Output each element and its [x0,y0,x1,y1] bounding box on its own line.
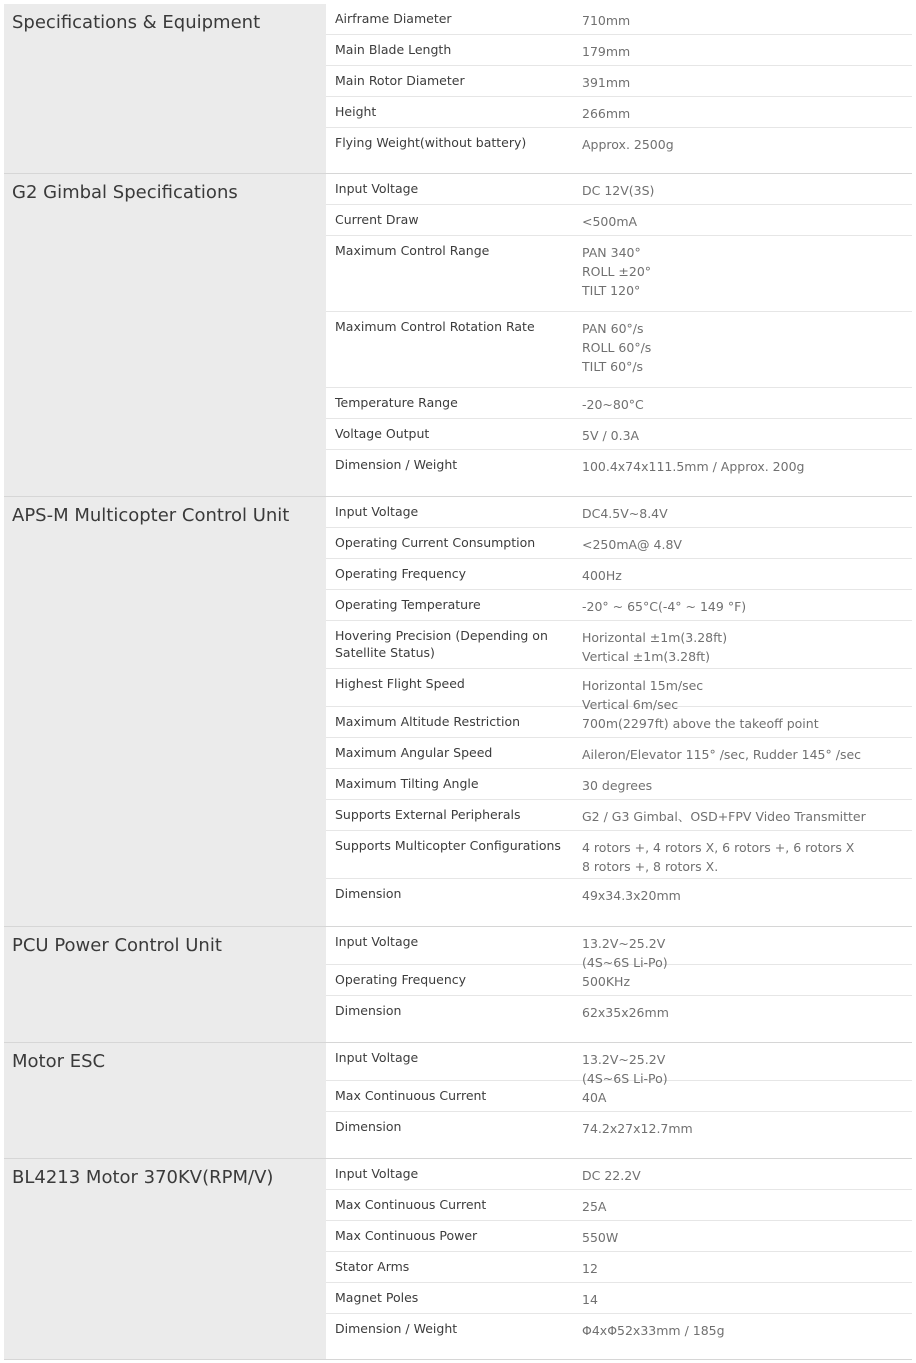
spec-label: Input Voltage [335,1050,419,1065]
spec-value [572,174,912,204]
value-line: 74.2x27x12.7mm [582,1121,693,1136]
value-line: 400Hz [582,568,622,583]
value-line: 25A [582,1199,607,1214]
spec-row [326,35,912,66]
spec-label: Height [335,104,377,119]
value-line: 500KHz [582,974,631,989]
spec-label: Maximum Control Rotation Rate [335,319,535,334]
value-line: DC 12V(3S) [582,183,655,198]
spec-row [326,1081,912,1112]
spec-value [572,965,912,995]
spec-value [572,800,912,830]
section-title: G2 Gimbal Specifications [12,182,238,203]
spec-value [572,97,912,127]
spec-label: Stator Arms [335,1259,410,1274]
spec-label: Operating Frequency [335,972,467,987]
spec-label: Highest Flight Speed [335,676,465,691]
spec-value [572,879,912,924]
spec-label: Airframe Diameter [335,11,452,26]
section-title-cell [4,174,326,496]
value-line: 700m(2297ft) above the takeoff point [582,716,819,731]
spec-row [326,312,912,388]
spec-value [572,927,912,970]
spec-value [572,831,912,878]
spec-row [326,97,912,128]
spec-rows [326,927,912,1042]
value-line: TILT 120° [582,283,641,298]
spec-row [326,1252,912,1283]
spec-row [326,1043,912,1086]
spec-label: Maximum Angular Speed [335,745,493,760]
section-title-cell [4,4,326,173]
spec-label: Dimension / Weight [335,457,458,472]
section-title-cell [4,1043,326,1158]
value-line: 266mm [582,106,631,121]
spec-row [326,590,912,621]
spec-label: Maximum Altitude Restriction [335,714,521,729]
spec-label: Input Voltage [335,934,419,949]
value-line: 13.2V~25.2V [582,936,666,951]
spec-value [572,4,912,34]
spec-label: Magnet Poles [335,1290,419,1305]
spec-label: Max Continuous Current [335,1197,487,1212]
spec-row [326,769,912,800]
section-title: PCU Power Control Unit [12,935,222,956]
spec-row [326,879,912,924]
spec-label: Input Voltage [335,504,419,519]
spec-label: Dimension [335,1003,402,1018]
value-line: 49x34.3x20mm [582,888,681,903]
spec-rows [326,4,912,173]
spec-rows [326,174,912,496]
spec-label: Voltage Output [335,426,430,441]
spec-label: Operating Current Consumption [335,535,536,550]
spec-label: Max Continuous Power [335,1228,478,1243]
spec-label: Supports Multicopter Configurations [335,838,561,853]
spec-value [572,236,912,311]
value-line: PAN 340° [582,245,641,260]
value-line: ROLL ±20° [582,264,652,279]
spec-section [4,927,912,1043]
spec-value [572,1081,912,1111]
spec-value [572,1252,912,1282]
value-line: -20° ~ 65°C(-4° ~ 149 °F) [582,599,747,614]
spec-rows [326,1159,912,1359]
spec-value [572,419,912,449]
spec-value [572,35,912,65]
value-line: 12 [582,1261,598,1276]
section-title: BL4213 Motor 370KV(RPM/V) [12,1167,274,1188]
spec-row [326,621,912,669]
value-line: 62x35x26mm [582,1005,669,1020]
spec-row [326,4,912,35]
spec-value [572,205,912,235]
spec-row [326,707,912,738]
spec-row [326,800,912,831]
spec-row [326,1221,912,1252]
spec-value [572,450,912,495]
spec-row [326,497,912,528]
spec-label: Supports External Peripherals [335,807,521,822]
value-line: Horizontal ±1m(3.28ft) [582,630,728,645]
value-line: 710mm [582,13,631,28]
spec-value [572,1112,912,1157]
spec-row [326,559,912,590]
spec-label: Hovering Precision (Depending on Satellite Status) [335,628,548,660]
spec-row [326,419,912,450]
value-line: G2 / G3 Gimbal、OSD+FPV Video Transmitter [582,809,866,824]
spec-label: Current Draw [335,212,419,227]
value-line: 5V / 0.3A [582,428,640,443]
spec-value [572,1283,912,1313]
spec-section [4,1159,912,1360]
value-line: 391mm [582,75,631,90]
section-title-cell [4,497,326,926]
spec-row [326,927,912,970]
spec-row [326,1283,912,1314]
spec-label: Dimension / Weight [335,1321,458,1336]
spec-section [4,174,912,497]
value-line: Vertical 6m/sec [582,697,679,712]
spec-value [572,1190,912,1220]
value-line: DC 22.2V [582,1168,641,1183]
spec-value [572,66,912,96]
spec-value [572,497,912,527]
spec-label: Operating Frequency [335,566,467,581]
spec-label: Dimension [335,1119,402,1134]
value-line: 550W [582,1230,619,1245]
value-line: TILT 60°/s [582,359,644,374]
section-title: Specifications & Equipment [12,12,261,33]
spec-rows [326,1043,912,1158]
spec-page [4,4,912,1360]
value-line: 179mm [582,44,631,59]
value-line: 8 rotors +, 8 rotors X. [582,859,719,874]
value-line: Horizontal 15m/sec [582,678,704,693]
spec-label: Temperature Range [335,395,458,410]
spec-value [572,388,912,418]
spec-row [326,996,912,1041]
spec-label: Maximum Tilting Angle [335,776,479,791]
value-line: Aileron/Elevator 115° /sec, Rudder 145° /sec [582,747,862,762]
spec-row [326,236,912,312]
spec-row [326,1112,912,1157]
spec-value [572,669,912,712]
spec-label: Input Voltage [335,1166,419,1181]
spec-value [572,559,912,589]
value-line: 30 degrees [582,778,653,793]
value-line: Φ4xΦ52x33mm / 185g [582,1323,725,1338]
spec-row [326,205,912,236]
spec-row [326,128,912,173]
spec-value [572,128,912,173]
spec-row [326,738,912,769]
value-line: (4S~6S Li-Po) [582,955,668,970]
value-line: 13.2V~25.2V [582,1052,666,1067]
spec-value [572,1221,912,1251]
spec-value [572,312,912,387]
spec-label: Input Voltage [335,181,419,196]
spec-value [572,996,912,1041]
spec-row [326,66,912,97]
spec-label: Maximum Control Range [335,243,490,258]
spec-value [572,528,912,558]
spec-row [326,1159,912,1190]
spec-row [326,450,912,495]
section-title: APS-M Multicopter Control Unit [12,505,290,526]
value-line: 14 [582,1292,598,1307]
spec-label: Operating Temperature [335,597,481,612]
spec-value [572,1159,912,1189]
value-line: PAN 60°/s [582,321,644,336]
value-line: ROLL 60°/s [582,340,652,355]
value-line: <500mA [582,214,638,229]
spec-value [572,1314,912,1359]
value-line: DC4.5V~8.4V [582,506,668,521]
spec-row [326,965,912,996]
spec-label: Main Rotor Diameter [335,73,465,88]
section-title-cell [4,927,326,1042]
spec-rows [326,497,912,926]
spec-label: Dimension [335,886,402,901]
value-line: <250mA@ 4.8V [582,537,682,552]
value-line: 40A [582,1090,607,1105]
spec-section [4,1043,912,1159]
spec-value [572,738,912,768]
spec-label: Flying Weight(without battery) [335,135,527,150]
spec-label: Main Blade Length [335,42,452,57]
spec-value [572,769,912,799]
spec-value [572,1043,912,1086]
spec-section [4,497,912,927]
value-line: Approx. 2500g [582,137,674,152]
spec-row [326,528,912,559]
spec-row [326,174,912,205]
spec-value [572,707,912,737]
spec-row [326,669,912,712]
value-line: 4 rotors +, 4 rotors X, 6 rotors +, 6 rotors X [582,840,855,855]
spec-label: Max Continuous Current [335,1088,487,1103]
value-line: Vertical ±1m(3.28ft) [582,649,711,664]
spec-row [326,831,912,879]
value-line: 100.4x74x111.5mm / Approx. 200g [582,459,805,474]
spec-value [572,590,912,620]
spec-row [326,1314,912,1359]
value-line: (4S~6S Li-Po) [582,1071,668,1086]
spec-row [326,388,912,419]
spec-value [572,621,912,668]
spec-row [326,1190,912,1221]
section-title-cell [4,1159,326,1359]
value-line: -20~80°C [582,397,644,412]
section-title: Motor ESC [12,1051,106,1072]
spec-section [4,4,912,174]
